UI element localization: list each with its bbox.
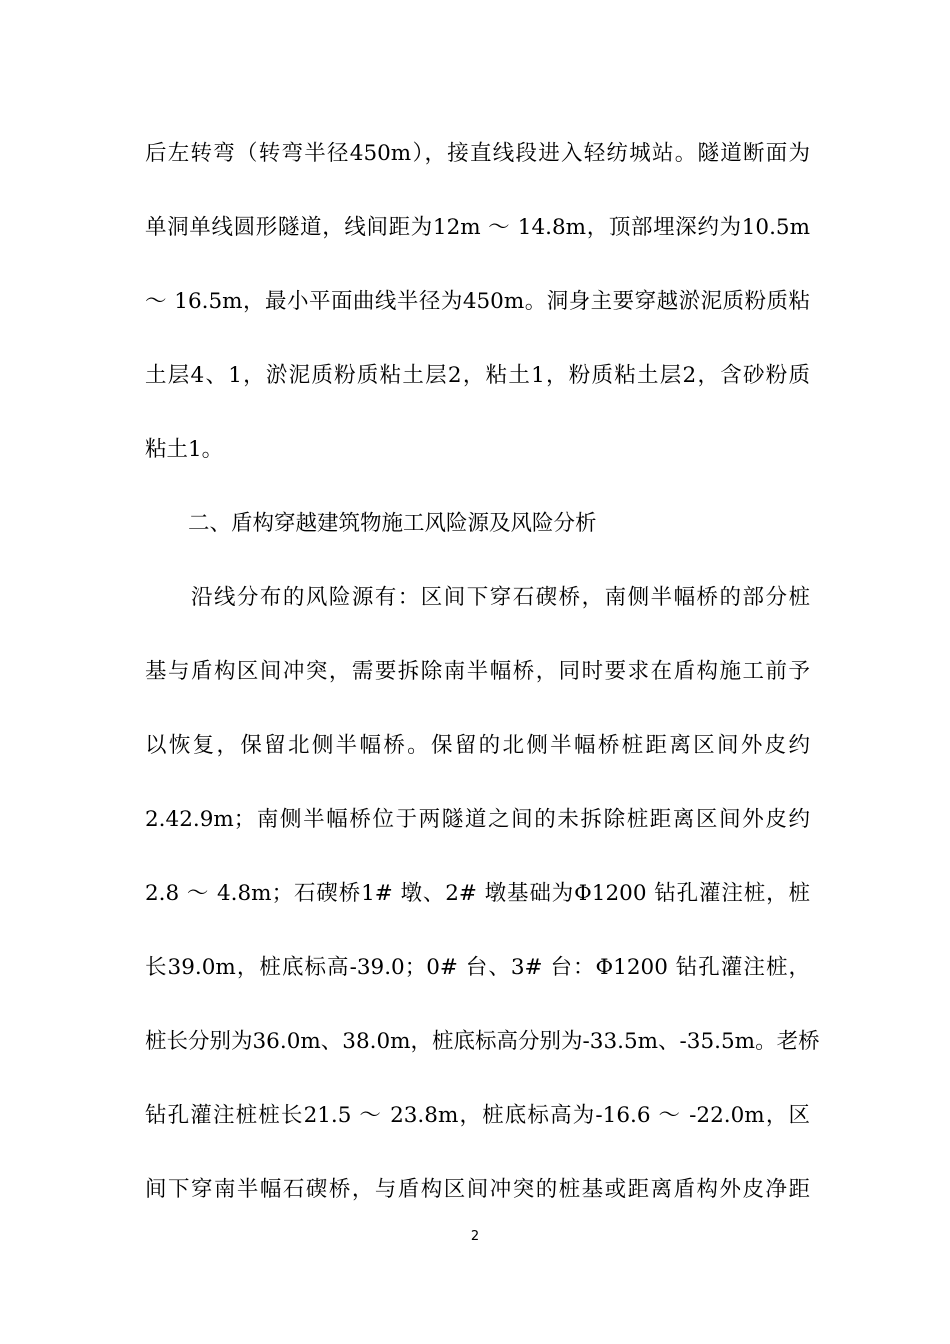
paragraph-line: 以恢复，保留北侧半幅桥。保留的北侧半幅桥桩距离区间外皮约 [145,733,810,758]
paragraph-line: 桩长分别为36.0m、38.0m，桩底标高分别为-33.5m、-35.5m。老桥 [145,1029,820,1054]
paragraph-line: 钻孔灌注桩桩长21.5 ～ 23.8m，桩底标高为-16.6 ～ -22.0m，区 [145,1103,810,1128]
paragraph-line: 土层4、1，淤泥质粉质粘土层2，粘土1，粉质粘土层2，含砂粉质 [145,363,810,388]
paragraph-line: 长39.0m，桩底标高-39.0；0# 台、3# 台：Φ1200 钻孔灌注桩， [145,955,810,980]
paragraph-line: 粘土1。 [145,437,224,462]
page-number: 2 [470,1229,480,1244]
paragraph-line: 2.8 ～ 4.8m；石碶桥1# 墩、2# 墩基础为Φ1200 钻孔灌注桩，桩 [145,881,810,906]
paragraph-line: 基与盾构区间冲突，需要拆除南半幅桥，同时要求在盾构施工前予 [145,659,810,684]
section-heading: 二、盾构穿越建筑物施工风险源及风险分析 [145,511,597,536]
paragraph-line: 后左转弯（转弯半径450m），接直线段进入轻纺城站。隧道断面为 [145,141,810,166]
paragraph-line: 间下穿南半幅石碶桥，与盾构区间冲突的桩基或距离盾构外皮净距 [145,1177,810,1202]
paragraph-line: 沿线分布的风险源有：区间下穿石碶桥，南侧半幅桥的部分桩 [145,585,810,610]
paragraph-line: 2.42.9m；南侧半幅桥位于两隧道之间的未拆除桩距离区间外皮约 [145,807,810,832]
paragraph-line: 单洞单线圆形隧道，线间距为12m ～ 14.8m，顶部埋深约为10.5m [145,215,810,240]
paragraph-line: ～ 16.5m，最小平面曲线半径为450m。洞身主要穿越淤泥质粉质粘 [145,289,810,314]
